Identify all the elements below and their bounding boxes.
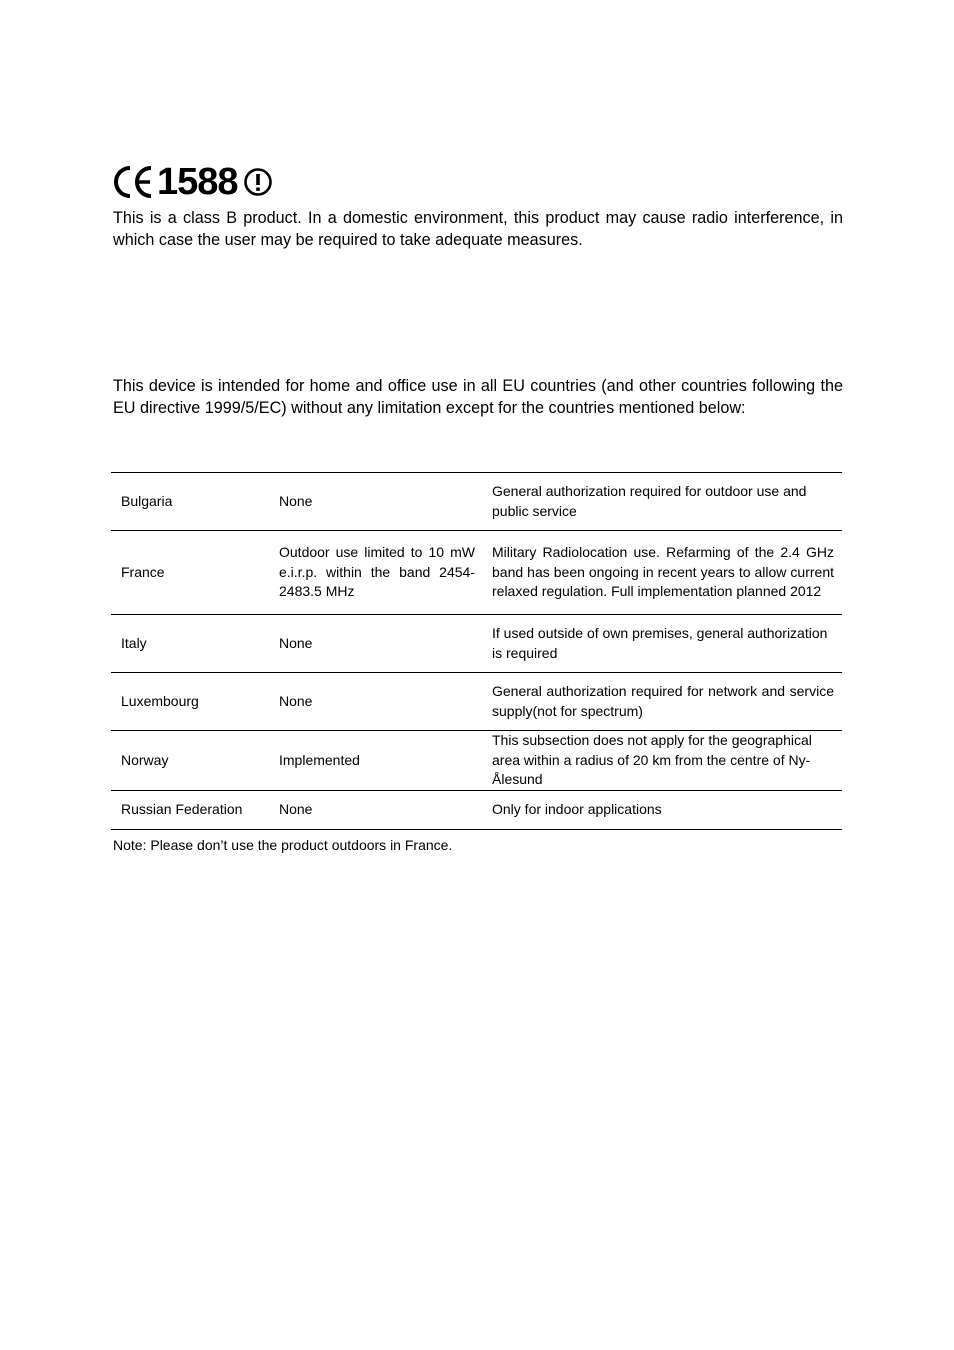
country-cell: Italy [111, 615, 269, 673]
ce-mark-icon [112, 165, 154, 199]
table-row [111, 790, 842, 829]
notified-body-number: 1588 [157, 161, 238, 203]
country-cell: Norway [111, 731, 269, 791]
country-restrictions-table [111, 472, 842, 830]
ce-certification-mark [112, 162, 273, 202]
restriction-cell: None [269, 790, 483, 829]
reason-cell: If used outside of own premises, general authorization is required [483, 615, 842, 673]
table-row [111, 615, 842, 673]
eu-usage-notice: This device is intended for home and office use in all EU countries (and other countries following the EU directive 1999/5/EC) without any limitation except for the countries mentioned below: [113, 377, 843, 417]
restriction-cell: Implemented [269, 731, 483, 791]
reason-cell: Military Radiolocation use. Refarming of the 2.4 GHz band has been ongoing in recent years to allow current relaxed regulation. Full implementation planned 2012 [483, 531, 842, 615]
restriction-cell: None [269, 473, 483, 531]
table-row [111, 531, 842, 615]
country-cell: France [111, 531, 269, 615]
table-row [111, 473, 842, 531]
alert-class-2-icon [243, 167, 273, 197]
restriction-cell: Outdoor use limited to 10 mW e.i.r.p. within the band 2454-2483.5 MHz [269, 531, 483, 615]
table-row [111, 673, 842, 731]
table-row [111, 731, 842, 791]
reason-cell: General authorization required for network and service supply(not for spectrum) [483, 673, 842, 731]
restriction-cell: None [269, 615, 483, 673]
country-cell: Luxembourg [111, 673, 269, 731]
reason-cell: General authorization required for outdoor use and public service [483, 473, 842, 531]
country-cell: Russian Federation [111, 790, 269, 829]
reason-cell: Only for indoor applications [483, 790, 842, 829]
class-b-notice: This is a class B product. In a domestic environment, this product may cause radio interference, in which case the user may be required to take adequate measures. [113, 209, 843, 249]
france-outdoor-note: Note: Please don’t use the product outdoors in France. [113, 837, 453, 853]
restriction-cell: None [269, 673, 483, 731]
reason-cell: This subsection does not apply for the geographical area within a radius of 20 km from the centre of Ny-Ålesund [483, 731, 842, 791]
country-cell: Bulgaria [111, 473, 269, 531]
